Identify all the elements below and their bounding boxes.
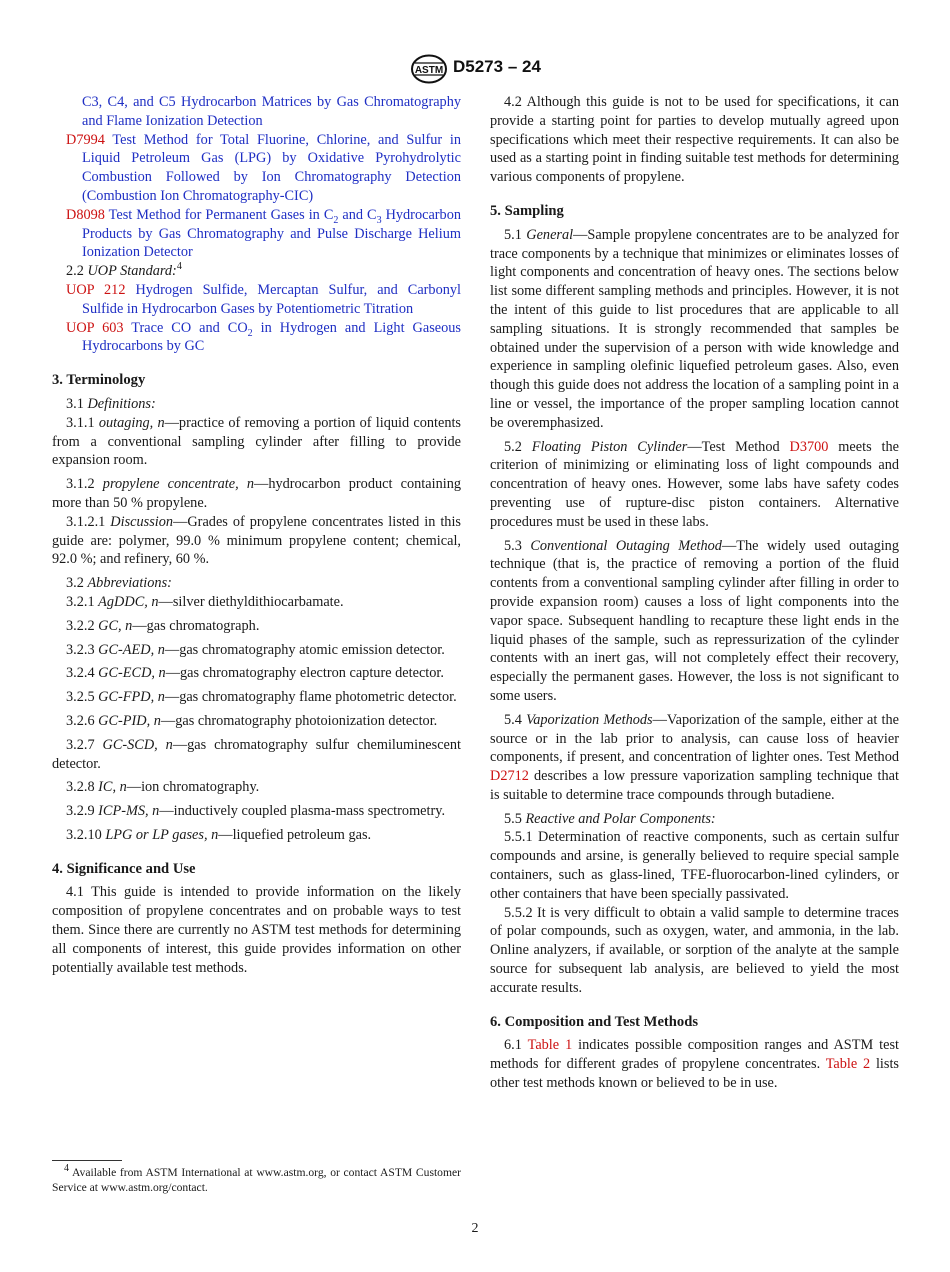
section-3-heading: 3. Terminology bbox=[52, 372, 146, 389]
abbr-item: 3.2.9 ICP-MS, n—inductively coupled plasma-mass spectrometry. bbox=[66, 803, 446, 820]
page-number: 2 bbox=[471, 1221, 479, 1236]
section-5-5-1: 5.5.1 Determination of reactive components, such as certain sulfur compounds and arsine, is generally believed to require special sample containers, such as glass-lined, TFE-fluorocarbon-lined cylinders, or other containers that have been specially passivated. bbox=[490, 829, 899, 902]
page-header bbox=[0, 54, 950, 84]
ref-uop212-link[interactable]: UOP 212 bbox=[66, 281, 126, 298]
section-4-heading: 4. Significance and Use bbox=[52, 860, 196, 877]
left-column bbox=[52, 93, 461, 977]
footnote: $^4$ Available from ASTM International at www.astm.org, or contact ASTM Customer Service at www.astm.org/contact. bbox=[52, 1163, 461, 1194]
section-5-5: 5.5 Reactive and Polar Components: bbox=[504, 810, 716, 827]
section-5-3: 5.3 Conventional Outaging Method—The widely used outaging technique (that is, the practice of removing a portion of the fluid contents from a conventional sampling cylinder after filling in order to provide expansion room) causes a loss of light components into the vapor space. Subsequent handling to recapture these light ends in the liquid phases of the sample, such as repressurization of the cylinder contents with an inert gas, will not completely effect their recovery, especially the permanent gases. However, the loss is not significant to some users. bbox=[490, 537, 899, 704]
ref-uop603-title: Trace CO and $CO_2$ in Hydrogen and Light Gaseous Hydrocarbons by GC bbox=[82, 319, 461, 355]
section-5-4: 5.4 Vaporization Methods—Vaporization of the sample, either at the source or in the lab prior to analysis, can cause loss of heavier components, if present, and concentration of lighter ones. Test Method D2712 describes a low pressure vaporization sampling technique that is suitable to determine trace compounds through butadiene. bbox=[490, 711, 899, 803]
right-column bbox=[490, 93, 899, 1093]
section-5-heading: 5. Sampling bbox=[490, 202, 564, 219]
section-3-1-2-1: 3.1.2.1 Discussion—Grades of propylene concentrates listed in this guide are: polymer, 99.0 % minimum propylene content; chemical, 92.0 %; and refinery, 60 %. bbox=[52, 513, 461, 568]
ref-d7994-link[interactable]: D7994 bbox=[66, 131, 105, 148]
abbr-item: 3.2.5 GC-FPD, n—gas chromatography flame photometric detector. bbox=[66, 689, 457, 706]
abbr-item: 3.2.2 GC, n—gas chromatograph. bbox=[66, 617, 260, 634]
abbr-item: 3.2.6 GC-PID, n—gas chromatography photoionization detector. bbox=[66, 712, 438, 729]
ref-uop603-link[interactable]: UOP 603 bbox=[66, 319, 124, 336]
ref-uop603 bbox=[52, 319, 461, 357]
ref-d8098-link[interactable]: D8098 bbox=[66, 206, 105, 223]
link-d2712[interactable]: D2712 bbox=[490, 768, 529, 785]
section-3-1: 3.1 Definitions: bbox=[66, 395, 156, 412]
section-5-1: 5.1 General—Sample propylene concentrates are to be analyzed for trace components by a technique that minimizes or eliminates losses of light components and concentration of heavy ones. The sections below list some different sampling methods and principles. However, it is not the intent of this guide to list procedures that are applicable to all sampling situations. It is strongly recommended that samples be obtained under the supervision of a person with wide knowledge and experience in sampling olefinic liquefied petroleum gases. Also, even though this guide does not address the location of a sampling point in a line or vessel, the importance of the proper sampling location cannot be overemphasized. bbox=[490, 226, 899, 431]
abbr-item: 3.2.8 IC, n—ion chromatography. bbox=[66, 779, 260, 796]
astm-logo bbox=[410, 54, 448, 84]
link-table-1[interactable]: Table 1 bbox=[527, 1037, 573, 1054]
section-4-2: 4.2 Although this guide is not to be used for specifications, it can provide a starting point for parties to develop mutually agreed upon specifications which meet their respective requirements. It can also be used as a starting point in finding suitable test methods for determining various components of propylene. bbox=[490, 94, 899, 186]
ref-uop212-title: Hydrogen Sulfide, Mercaptan Sulfur, and Carbonyl Sulfide in Hydrocarbon Gases by Potentiometric Titration bbox=[82, 281, 461, 317]
section-3-1-2: 3.1.2 propylene concentrate, n—hydrocarbon product containing more than 50 % propylene. bbox=[52, 476, 461, 511]
section-3-1-1: 3.1.1 outaging, n—practice of removing a portion of liquid contents from a conventional sampling cylinder after filling to provide expansion room. bbox=[52, 414, 461, 469]
abbr-item: 3.2.4 GC-ECD, n—gas chromatography electron capture detector. bbox=[66, 665, 444, 682]
ref-d8098-title: Test Method for Permanent Gases in $C_2$ and $C_3$ Hydrocarbon Products by Gas Chromatography and Pulse Discharge Helium Ionization Detector bbox=[82, 206, 461, 261]
abbr-item: 3.2.3 GC-AED, n—gas chromatography atomic emission detector. bbox=[66, 641, 445, 658]
abbr-item: 3.2.1 AgDDC, n—silver diethyldithiocarbamate. bbox=[66, 593, 344, 610]
section-6-heading: 6. Composition and Test Methods bbox=[490, 1013, 699, 1030]
svg-text:ASTM: ASTM bbox=[414, 65, 444, 76]
ref-d7994 bbox=[52, 131, 461, 206]
abbr-item: 3.2.7 GC-SCD, n—gas chromatography sulfur chemiluminescent detector. bbox=[52, 736, 462, 772]
link-d3700[interactable]: D3700 bbox=[789, 438, 829, 455]
section-3-2: 3.2 Abbreviations: bbox=[66, 575, 172, 592]
footnote-rule bbox=[52, 1160, 122, 1161]
section-5-2: 5.2 Floating Piston Cylinder—Test Method D3700 meets the criterion of minimizing or eliminating loss of light compounds and concentration of heavy ones. However, some labs have safety codes preventing use of rupture-disc piston containers. Alternative procedures must be used in these labs. bbox=[490, 438, 899, 530]
section-5-5-2: 5.5.2 It is very difficult to obtain a valid sample to determine traces of polar compounds, such as oxygen, water, and ammonia, in the lab. Online analyzers, if available, or sorption of the analyte at the sample source for subsequent lab analysis, are believed to yield the most accurate results. bbox=[490, 904, 899, 996]
section-4-1: 4.1 This guide is intended to provide information on the likely composition of propylene concentrates and on probable ways to test them. Since there are currently no ASTM test methods for determining all components of interest, this guide provides information on other potentially available test methods. bbox=[52, 884, 461, 976]
section-6-1: 6.1 Table 1 indicates possible composition ranges and ASTM test methods for different grades of propylene concentrates. Table 2 lists other test methods known or believed to be in use. bbox=[490, 1037, 899, 1092]
ref-d8098 bbox=[52, 206, 461, 262]
link-table-2[interactable]: Table 2 bbox=[825, 1056, 871, 1073]
ref-continuation: C3, C4, and C5 Hydrocarbon Matrices by Gas Chromatography and Flame Ionization Detection bbox=[82, 94, 461, 129]
document-designation: D5273 – 24 bbox=[453, 57, 541, 76]
ref-d7994-title: Test Method for Total Fluorine, Chlorine, and Sulfur in Liquid Petroleum Gas (LPG) by Oxidative Pyrohydrolytic Combustion Followed by Ion Chromatography Detection (Combustion Ion Chromatography-CIC) bbox=[82, 131, 461, 204]
ref-uop212 bbox=[52, 281, 461, 319]
abbr-item: 3.2.10 LPG or LP gases, n—liquefied petroleum gas. bbox=[66, 826, 372, 843]
section-2-2: 2.2 UOP Standard:$^4$ bbox=[66, 261, 182, 280]
